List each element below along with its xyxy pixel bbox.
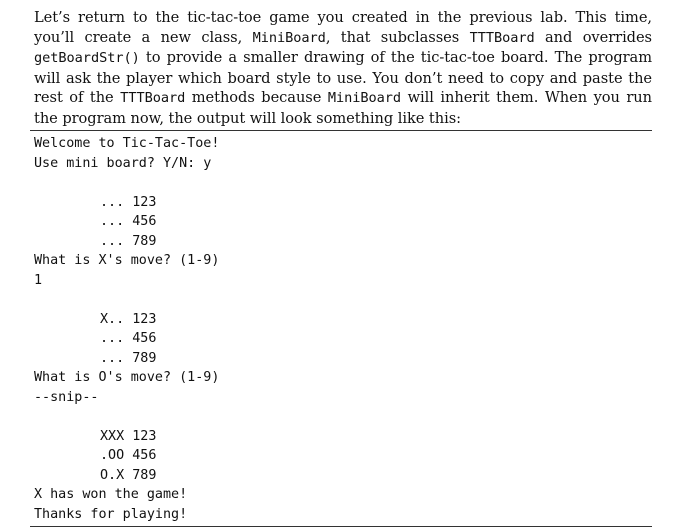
board-row-2: .OO 456 (100, 448, 157, 463)
console-line-blank (34, 173, 654, 193)
board-row-1: XXX 123 (100, 428, 157, 444)
code-miniboard-2: MiniBoard (327, 90, 402, 107)
code-tttboard: TTTBoard (469, 29, 535, 46)
console-line-snip: --snip-- (34, 389, 99, 405)
board-row-3: ... 789 (100, 233, 157, 249)
intro-text-2: , that subclasses (325, 28, 470, 46)
console-line-o-move-prompt: What is O's move? (1-9) (34, 370, 220, 385)
board-row-3: ... 789 (100, 350, 157, 366)
top-divider (30, 130, 652, 131)
intro-text-4: to provide a smaller drawing of the tic-tac-toe board. The program will ask the player which board style to use. You don’t need to copy and paste the rest of the (34, 49, 652, 107)
code-tttboard-2: TTTBoard (120, 90, 186, 107)
intro-text-5: methods because (185, 89, 328, 107)
console-line-welcome: Welcome to Tic-Tac-Toe! (34, 136, 220, 151)
console-output (34, 134, 654, 524)
console-line-thanks: Thanks for playing! (34, 506, 188, 522)
intro-text-1: Let’s return to the tic-tac-toe game you created in the previous lab. This time, you’ll create a new class, (34, 9, 652, 46)
console-line-winner: X has won the game! (34, 487, 188, 502)
console-line-mini-prompt: Use mini board? Y/N: y (34, 155, 212, 171)
console-line-x-move-input: 1 (34, 272, 43, 288)
intro-text-6: will inherit them. When you run the program now, the output will look something like this: (34, 89, 652, 127)
board-row-1: ... 123 (100, 194, 157, 210)
code-miniboard: MiniBoard (252, 29, 326, 46)
console-line-blank (34, 290, 654, 310)
code-getboardstr: getBoardStr() (34, 50, 140, 67)
intro-paragraph (34, 8, 652, 129)
board-row-3: O.X 789 (100, 467, 157, 483)
board-row-2: ... 456 (100, 331, 157, 346)
board-row-2: ... 456 (100, 214, 157, 229)
console-line-blank (34, 407, 654, 427)
bottom-divider (30, 526, 652, 527)
console-line-x-move-prompt: What is X's move? (1-9) (34, 253, 220, 268)
board-row-1: X.. 123 (100, 311, 157, 327)
intro-text-3: and overrides (534, 28, 652, 46)
